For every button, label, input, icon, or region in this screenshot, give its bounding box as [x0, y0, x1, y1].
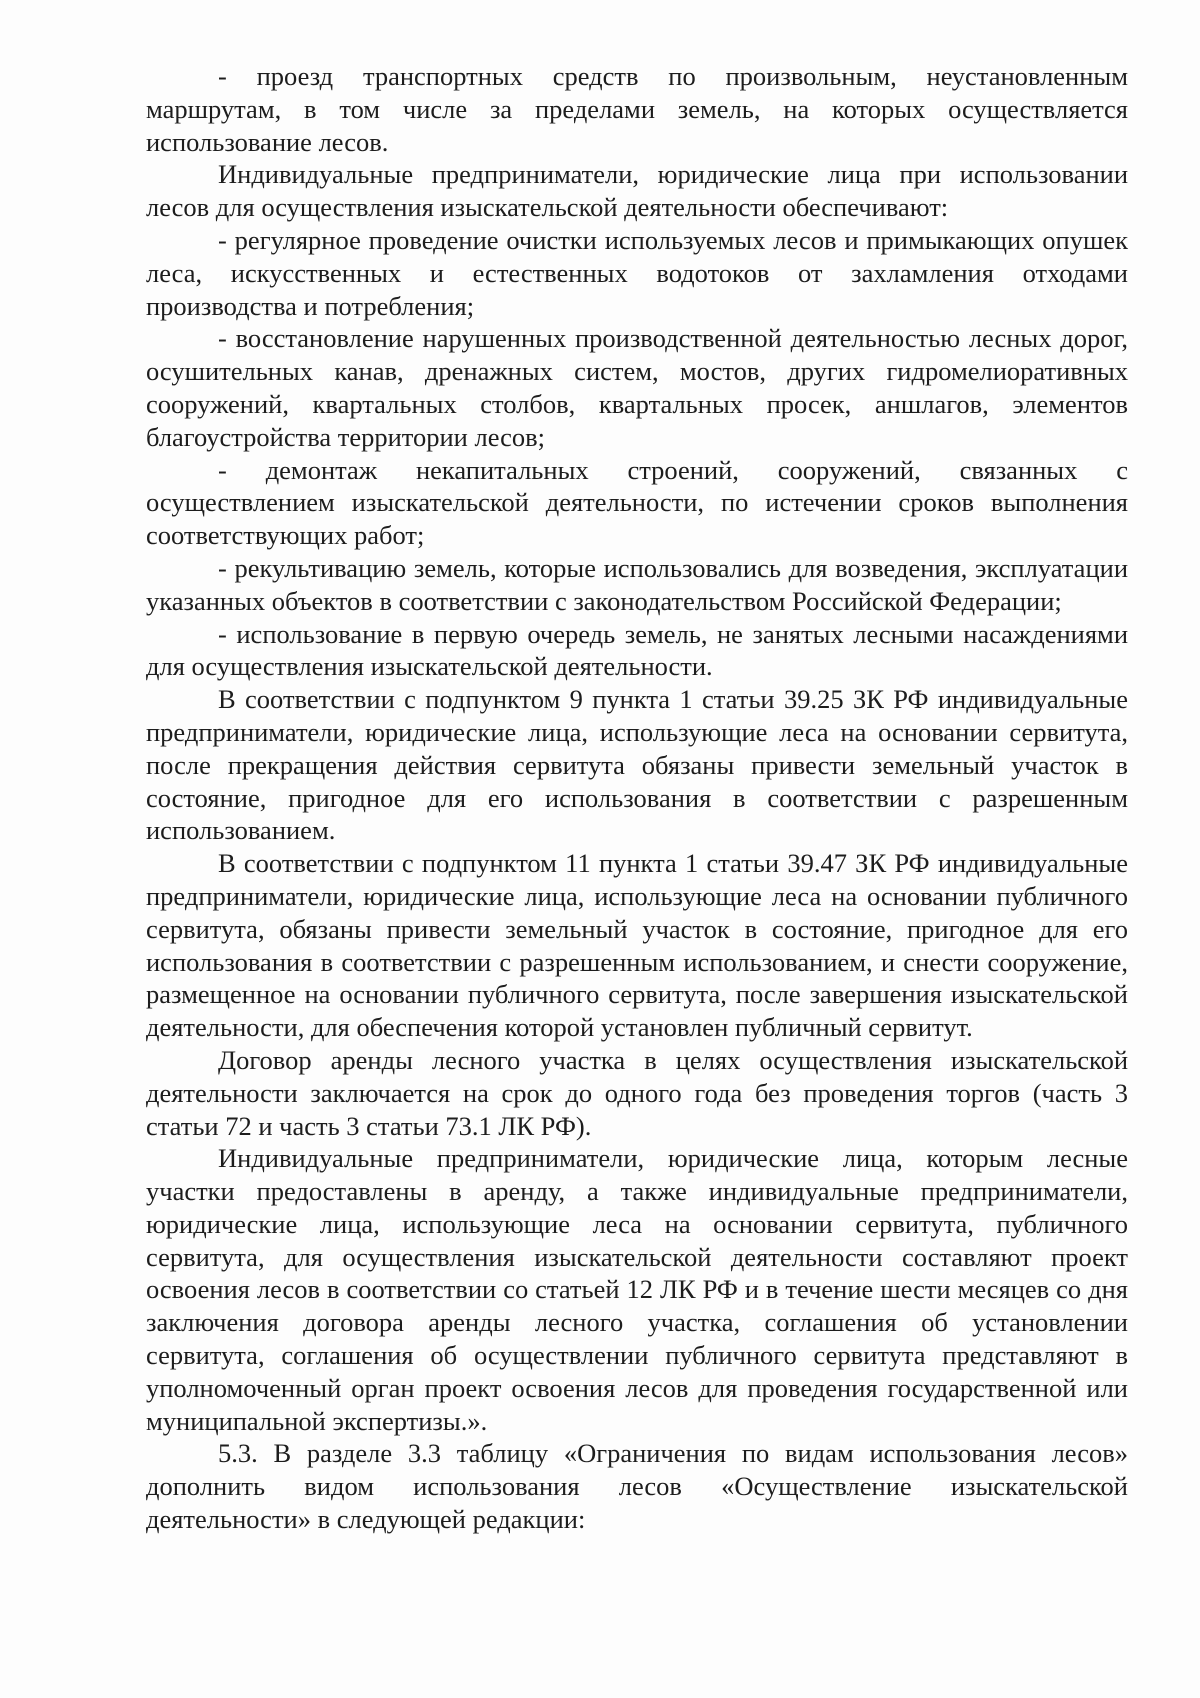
document-body — [146, 60, 1128, 1536]
list-item-cleaning: - регулярное проведение очистки используемых лесов и примыкающих опушек леса, искусственных и естественных водотоков от захламления отходами производства и потребления; — [146, 224, 1128, 321]
paragraph-lease-term: Договор аренды лесного участка в целях осуществления изыскательской деятельности заключается на срок до одного года без проведения торгов (часть 3 статьи 72 и часть 3 статьи 73.1 ЛК РФ). — [146, 1044, 1128, 1141]
list-item-recultivation: - рекультивацию земель, которые использовались для возведения, эксплуатации указанных объектов в соответствии с законодательством Российской Федерации; — [146, 552, 1128, 616]
paragraph-vehicle-travel: - проезд транспортных средств по произвольным, неустановленным маршрутам, в том числе за пределами земель, на которых осуществляется использование лесов. — [146, 61, 1128, 157]
list-item-land-use-priority: - использование в первую очередь земель, не занятых лесными насаждениями для осуществления изыскательской деятельности. — [146, 618, 1128, 682]
paragraph-section-5-3: 5.3. В разделе 3.3 таблицу «Ограничения по видам использования лесов» дополнить видом использования лесов «Осуществление изыскательской деятельности» в следующей редакции: — [146, 1438, 1128, 1535]
paragraph-public-servitude-3947: В соответствии с подпунктом 11 пункта 1 статьи 39.47 ЗК РФ индивидуальные предприниматели, юридические лица, использующие леса на основании публичного сервитута, обязаны привести земельный участок в состояние, пригодное для его использования в соответствии с разрешенным использованием, и снести сооружение, размещенное на основании публичного сервитута, после завершения изыскательской деятельности, для обеспечения которой установлен публичный сервитут. — [146, 848, 1128, 1043]
list-item-dismantling: - демонтаж некапитальных строений, сооружений, связанных с осуществлением изыскательской деятельности, по истечении сроков выполнения соответствующих работ; — [146, 454, 1128, 551]
list-item-restoration: - восстановление нарушенных производственной деятельностью лесных дорог, осушительных канав, дренажных систем, мостов, других гидромелиоративных сооружений, квартальных столбов, квартальных просек, аншлагов, элементов благоустройства территории лесов; — [146, 323, 1128, 452]
paragraph-servitude-3925: В соответствии с подпунктом 9 пункта 1 статьи 39.25 ЗК РФ индивидуальные предприниматели, юридические лица, использующие леса на основании сервитута, после прекращения действия сервитута обязаны привести земельный участок в состояние, пригодное для его использования в соответствии с разрешенным использованием. — [146, 684, 1128, 846]
paragraph-obligations-intro: Индивидуальные предприниматели, юридические лица при использовании лесов для осуществления изыскательской деятельности обеспечивают: — [146, 159, 1128, 223]
paragraph-development-project: Индивидуальные предприниматели, юридические лица, которым лесные участки предоставлены в аренду, а также индивидуальные предприниматели, юридические лица, использующие леса на основании сервитута, публичного сервитута, для осуществления изыскательской деятельности составляют проект освоения лесов в соответствии со статьей 12 ЛК РФ и в течение шести месяцев со дня заключения договора аренды лесного участка, соглашения об установлении сервитута, соглашения об осуществлении публичного сервитута представляют в уполномоченный орган проект освоения лесов для проведения государственной или муниципальной экспертизы.». — [146, 1143, 1128, 1436]
